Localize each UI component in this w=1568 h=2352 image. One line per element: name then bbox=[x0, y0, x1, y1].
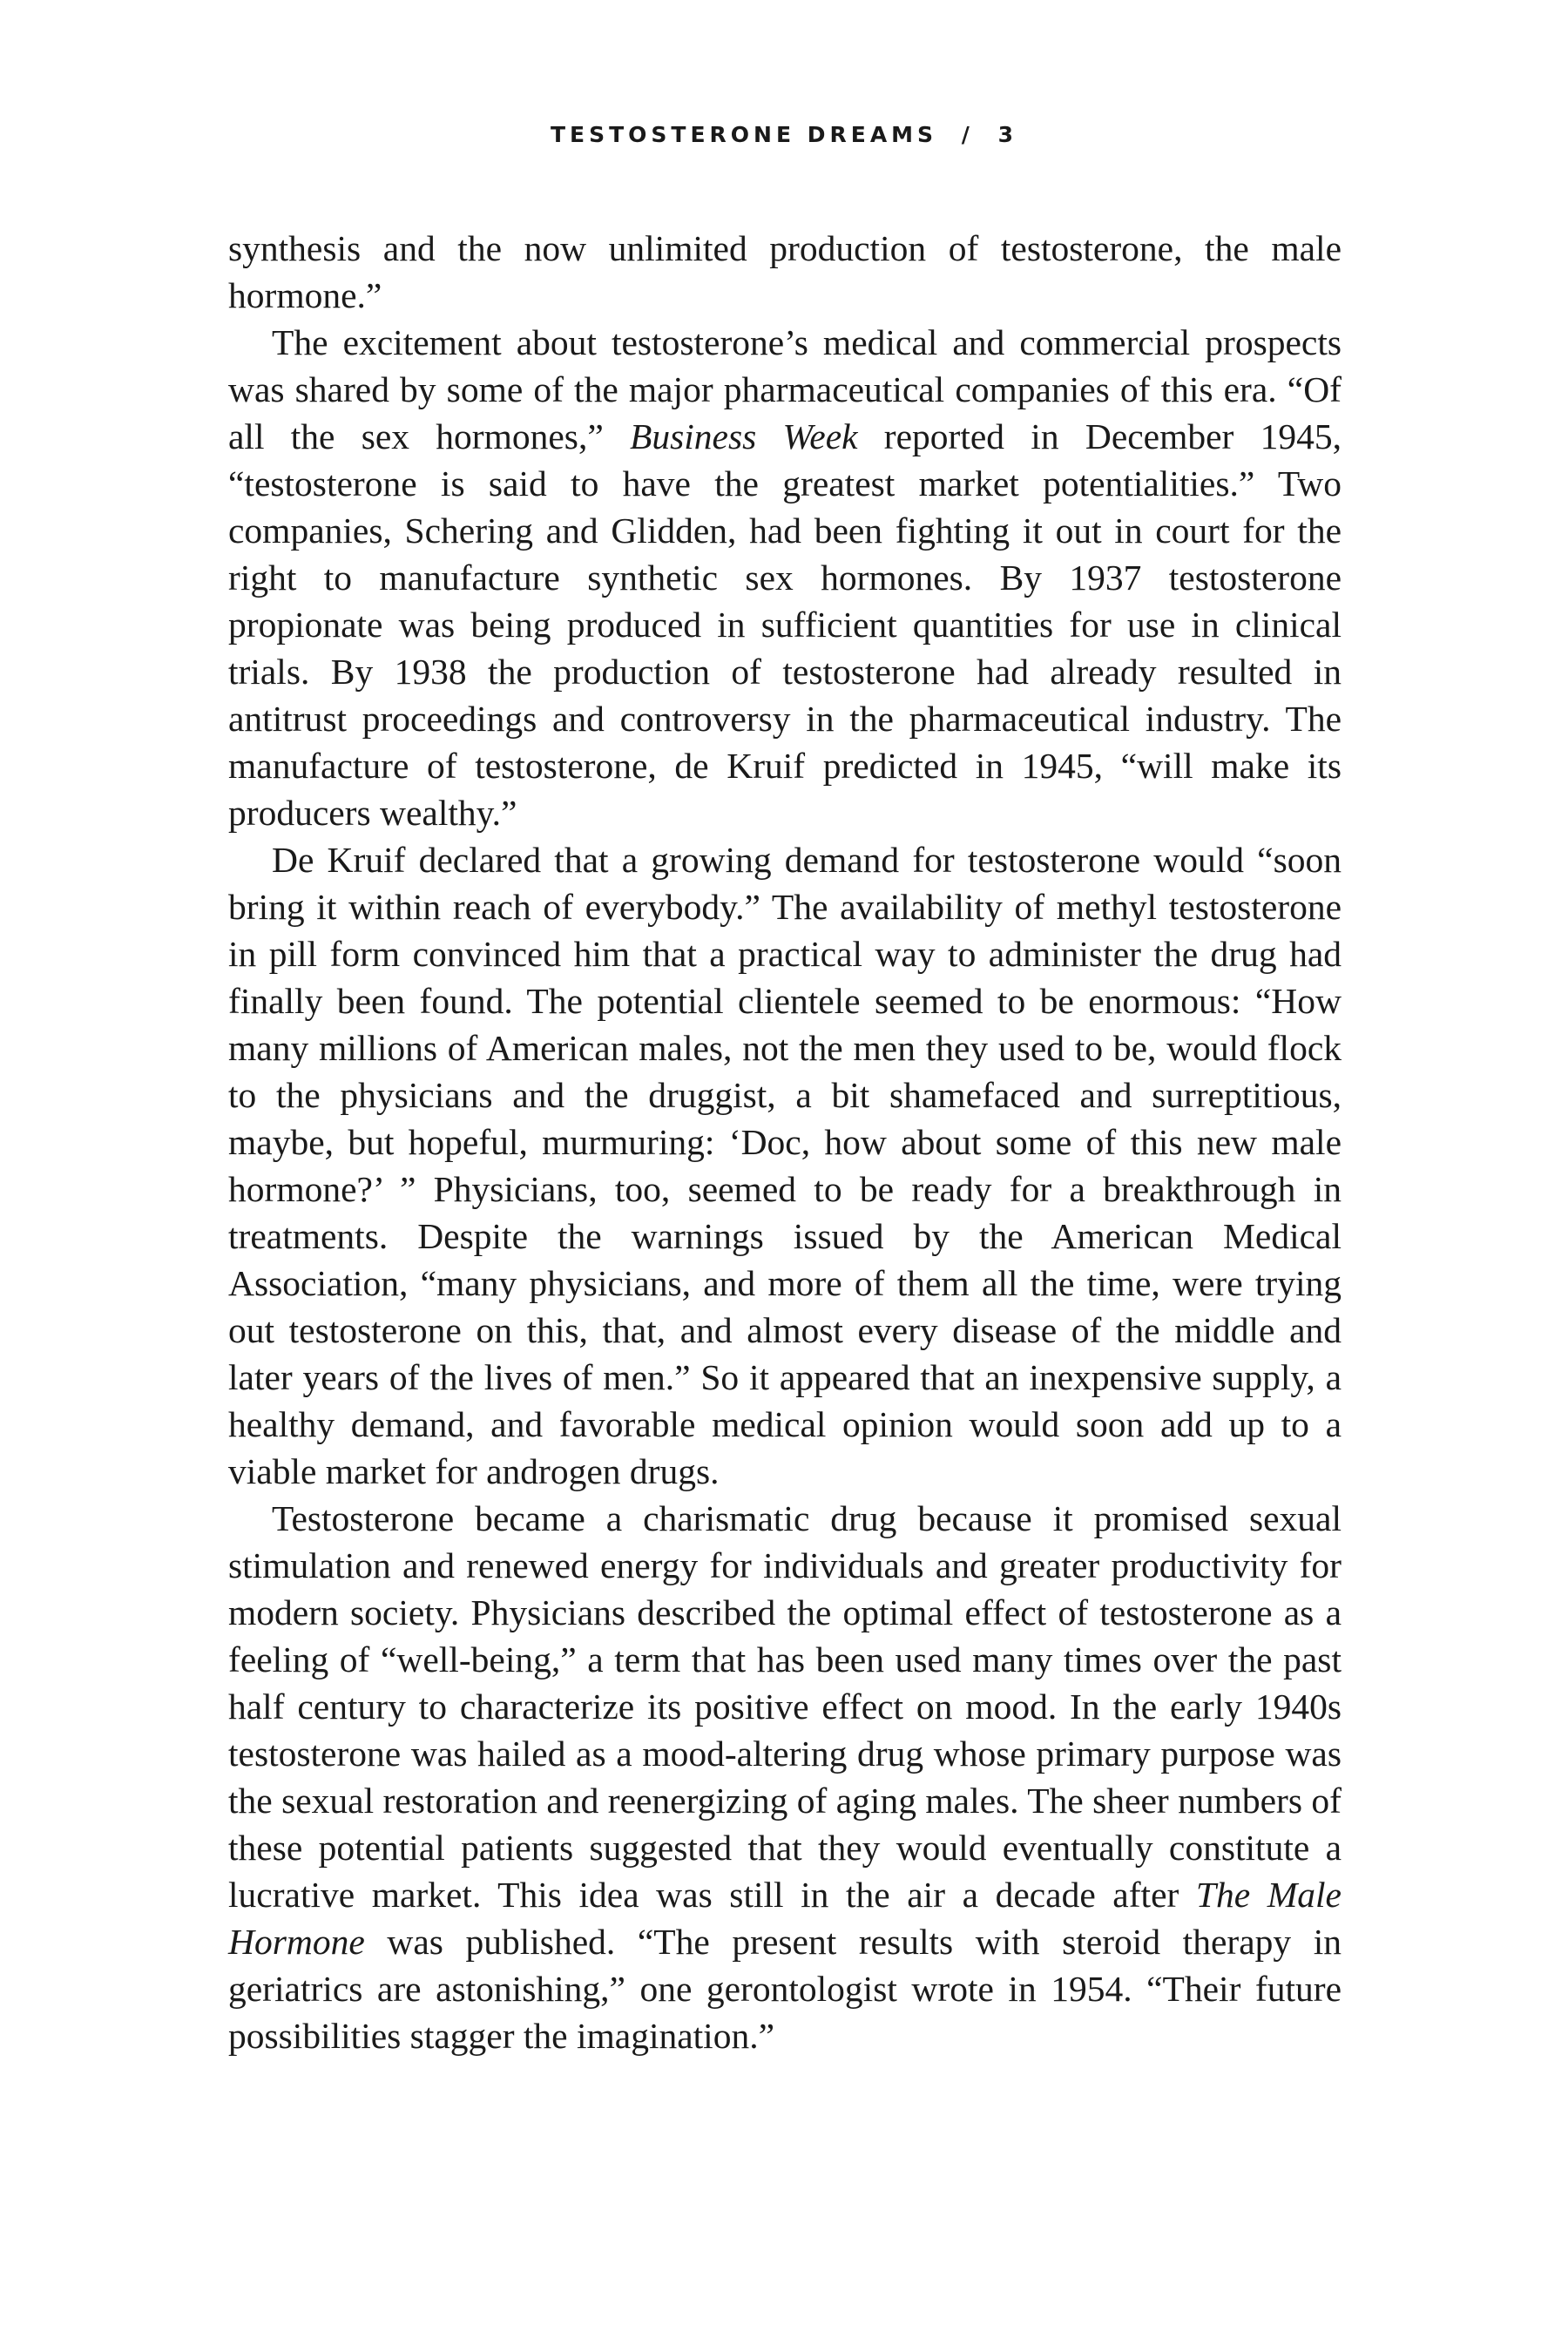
paragraph-4 bbox=[228, 1495, 1342, 2059]
paragraph-2-part-a: The excitement about testosterone’s medical and commercial prospects was shared by some of the major pharmaceutical companies of this era. “Of all the sex hormones,” bbox=[228, 322, 1342, 456]
paragraph-4-part-a: Testosterone became a charismatic drug because it promised sexual stimulation and renewed energy for individuals and greater productivity for modern society. Physicians described the optimal effect of testosterone as a feeling of “well-being,” a term that has been used many times over the past half century to characterize its positive effect on mood. In the early 1940s testosterone was hailed as a mood-altering drug whose primary purpose was the sexual restoration and reenergizing of aging males. The sheer numbers of these potential patients suggested that they would eventually constitute a lucrative market. This idea was still in the air a decade after bbox=[228, 1498, 1342, 1915]
paragraph-2-part-b: reported in December 1945, “testosterone is said to have the greatest market potentialities.” Two companies, Schering and Glidden, had been fighting it out in court for the right to manufacture synthetic sex hormones. By 1937 testosterone propionate was being produced in sufficient quantities for use in clinical trials. By 1938 the production of testosterone had already resulted in antitrust proceedings and controversy in the pharmaceutical industry. The manufacture of testosterone, de Kruif predicted in 1945, “will make its producers wealthy.” bbox=[228, 416, 1342, 833]
running-header bbox=[0, 122, 1568, 147]
paragraph-2-italic-title: Business Week bbox=[630, 416, 858, 456]
paragraph-2 bbox=[228, 319, 1342, 836]
header-separator: / bbox=[961, 122, 974, 147]
running-title: TESTOSTERONE DREAMS bbox=[550, 122, 938, 147]
body-text bbox=[228, 225, 1342, 2059]
paragraph-1: synthesis and the now unlimited production of testosterone, the male hormone.” bbox=[228, 228, 1342, 315]
paragraph-3: De Kruif declared that a growing demand for testosterone would “soon bring it within reach of everybody.” The availability of methyl testosterone in pill form convinced him that a practical way to administer the drug had finally been found. The potential clientele seemed to be enormous: “How many millions of American males, not the men they used to be, would flock to the physicians and the druggist, a bit shamefaced and surreptitious, maybe, but hopeful, murmuring: ‘Doc, how about some of this new male hormone?’ ” Physicians, too, seemed to be ready for a breakthrough in treatments. Despite the warnings issued by the American Medical Association, “many physicians, and more of them all the time, were trying out testosterone on this, that, and almost every disease of the middle and later years of the lives of men.” So it appeared that an inexpensive supply, a healthy demand, and favorable medical opinion would soon add up to a viable market for androgen drugs. bbox=[228, 840, 1342, 1491]
paragraph-4-italic-title: The Male Hormone bbox=[228, 1875, 1342, 1962]
paragraph-4-part-b: was published. “The present results with steroid therapy in geriatrics are astonishing,” one gerontologist wrote in 1954. “Their future possibilities stagger the imagination.” bbox=[228, 1922, 1342, 2056]
page-number: 3 bbox=[997, 122, 1018, 147]
